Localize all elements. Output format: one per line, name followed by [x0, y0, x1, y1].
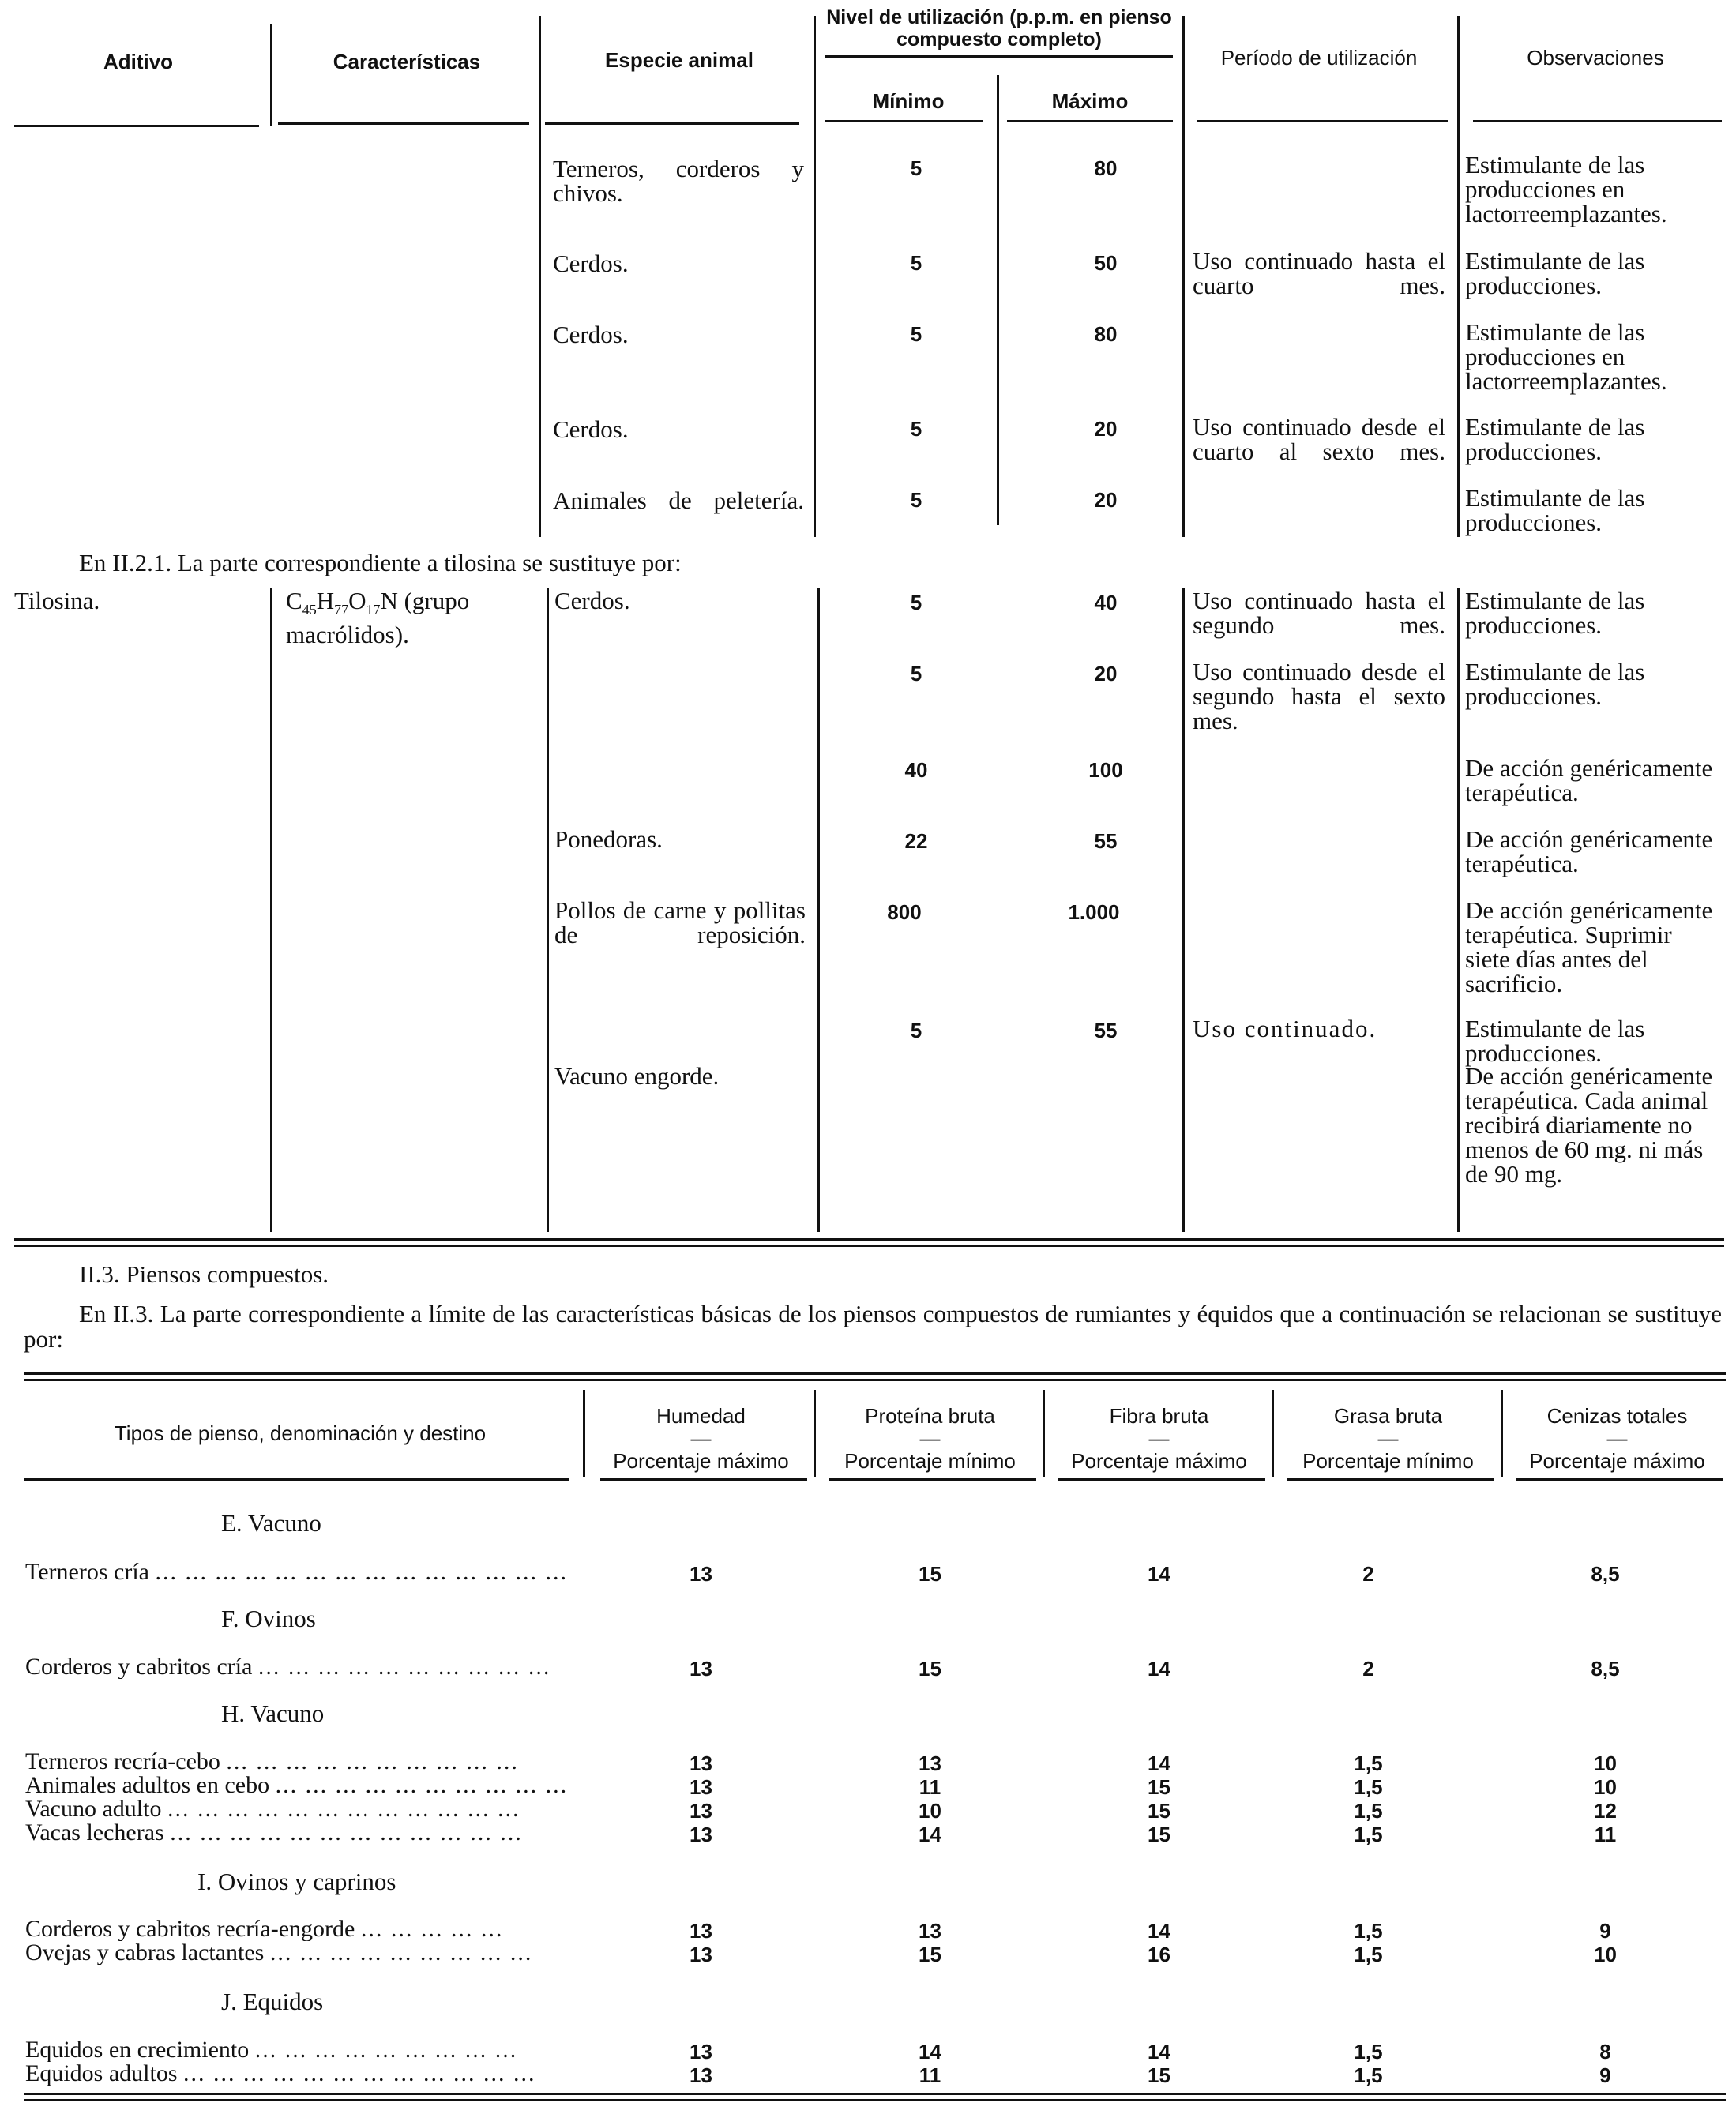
rule: [1272, 1390, 1274, 1477]
header-dash: —: [1606, 1426, 1628, 1450]
rule: [600, 1478, 807, 1481]
table2-especie: Ponedoras.: [554, 825, 663, 853]
header-pct-min: Porcentaje mínimo: [844, 1449, 1016, 1473]
table1-obs: Estimulante de las producciones en lactorreemplazantes.: [1465, 318, 1667, 395]
cell-cenizas: 8,5: [1591, 1562, 1620, 1586]
table-row-name: Ovejas y cabras lactantes ... ... ... ... ... ... ... ... ...: [25, 1940, 533, 1965]
header-tipos: Tipos de pienso, denominación y destino: [114, 1421, 487, 1445]
table-row-name: Terneros cría ... ... ... ... ... ... ... ... ... ... ... ... ... ...: [25, 1560, 568, 1584]
cell-fibra: 16: [1148, 1943, 1170, 1966]
table-row-name: Animales adultos en cebo ... ... ... ... ... ... ... ... ... ...: [25, 1773, 569, 1797]
header-maximo: Máximo: [1051, 89, 1129, 113]
cell-proteina: 14: [919, 2040, 941, 2063]
cell-proteina: 13: [919, 1919, 941, 1943]
table1-max: 20: [1094, 417, 1118, 441]
header-dash: —: [690, 1426, 712, 1450]
header-periodo: Período de utilización: [1220, 46, 1418, 69]
cell-proteina: 15: [919, 1943, 941, 1966]
table2-min: 40: [904, 758, 928, 782]
rule: [997, 75, 999, 525]
header-proteina: Proteína bruta: [865, 1404, 995, 1428]
intro-tilosina: En II.2.1. La parte correspondiente a tilosina se sustituye por:: [79, 549, 682, 576]
group-title: E. Vacuno: [221, 1509, 321, 1537]
table1-max: 80: [1094, 156, 1118, 180]
table2-obs: De acción genéricamente terapéutica.: [1465, 825, 1713, 877]
header-caracteristicas: Características: [333, 50, 481, 73]
group-title: H. Vacuno: [221, 1699, 325, 1727]
table1-max: 20: [1094, 488, 1118, 512]
cell-cenizas: 8,5: [1591, 1657, 1620, 1680]
rule: [545, 122, 799, 125]
table2-min: 800: [887, 900, 922, 924]
table-row-name: Corderos y cabritos cría ... ... ... ... ... ... ... ... ... ...: [25, 1654, 551, 1679]
cell-humedad: 13: [690, 1752, 712, 1775]
cell-cenizas: 9: [1599, 1919, 1611, 1943]
table2-especie: Cerdos.: [554, 587, 630, 614]
header-especie: Especie animal: [605, 48, 753, 72]
table2-max: 40: [1094, 591, 1118, 614]
cell-cenizas: 8: [1599, 2040, 1611, 2063]
header-grasa: Grasa bruta: [1333, 1404, 1443, 1428]
cell-cenizas: 12: [1594, 1799, 1617, 1823]
cell-fibra: 15: [1148, 1775, 1170, 1799]
tilosina-formula: $C_{45}H_{77}O_{17}N$ (grupo macrólidos).: [286, 587, 470, 649]
cell-humedad: 13: [690, 1943, 712, 1966]
table2-periodo: Uso continuado hasta el segundo mes.: [1193, 587, 1445, 639]
header-cenizas: Cenizas totales: [1546, 1404, 1688, 1428]
section-title: II.3. Piensos compuestos.: [79, 1260, 329, 1288]
group-title: F. Ovinos: [221, 1605, 316, 1632]
table2-min: 5: [910, 662, 922, 685]
header-fibra: Fibra bruta: [1109, 1404, 1209, 1428]
table1-min: 5: [910, 488, 922, 512]
rule: [1457, 16, 1460, 537]
cell-proteina: 11: [919, 2063, 941, 2087]
table2-max: 55: [1094, 829, 1118, 853]
table1-especie: Cerdos.: [553, 250, 629, 277]
header-pct-max: Porcentaje máximo: [1071, 1449, 1247, 1473]
cell-grasa: 1,5: [1354, 1823, 1383, 1846]
table1-periodo: Uso continuado desde el cuarto al sexto mes.: [1193, 413, 1445, 465]
table2-obs: Estimulante de las producciones.: [1465, 658, 1645, 710]
table1-especie: Cerdos.: [553, 415, 629, 443]
rule: [14, 125, 259, 127]
table-row-name: Equidos en crecimiento ... ... ... ... ... ... ... ... ...: [25, 2037, 518, 2062]
rule: [24, 2099, 1726, 2101]
cell-humedad: 13: [690, 2040, 712, 2063]
table1-obs: Estimulante de las producciones.: [1465, 247, 1645, 299]
cell-fibra: 15: [1148, 2063, 1170, 2087]
rule: [1473, 120, 1722, 122]
header-pct-max: Porcentaje máximo: [613, 1449, 789, 1473]
rule: [24, 1478, 569, 1481]
cell-fibra: 14: [1148, 1562, 1170, 1586]
table1-max: 50: [1094, 251, 1118, 275]
table-row-name: Corderos y cabritos recría-engorde ... ... ... ... ...: [25, 1917, 504, 1941]
cell-grasa: 2: [1362, 1657, 1374, 1680]
rule: [14, 1245, 1724, 1247]
table1-periodo: Uso continuado hasta el cuarto mes.: [1193, 247, 1445, 299]
cell-humedad: 13: [690, 1919, 712, 1943]
cell-humedad: 13: [690, 1775, 712, 1799]
cell-humedad: 13: [690, 1799, 712, 1823]
table1-min: 5: [910, 417, 922, 441]
rule: [1287, 1478, 1494, 1481]
group-title: I. Ovinos y caprinos: [197, 1868, 396, 1895]
table-row-name: Equidos adultos ... ... ... ... ... ... ... ... ... ... ... ...: [25, 2061, 536, 2086]
table2-min: 5: [910, 591, 922, 614]
table2-obs: De acción genéricamente terapéutica. Cada animal recibirá diariamente no menos de 60 mg. ni más de 90 mg.: [1465, 1062, 1713, 1188]
cell-cenizas: 10: [1594, 1752, 1617, 1775]
header-nivel: Nivel de utilización (p.p.m. en pienso compuesto completo): [826, 6, 1172, 51]
table2-especie: Vacuno engorde.: [554, 1062, 720, 1090]
cell-fibra: 15: [1148, 1823, 1170, 1846]
header-observaciones: Observaciones: [1527, 46, 1664, 69]
table1-min: 5: [910, 322, 922, 346]
cell-proteina: 13: [919, 1752, 941, 1775]
cell-humedad: 13: [690, 1657, 712, 1680]
cell-humedad: 13: [690, 1562, 712, 1586]
rule: [1457, 588, 1460, 1232]
tilosina-aditivo: Tilosina.: [14, 587, 100, 614]
rule: [1182, 16, 1185, 537]
table1-especie: Cerdos.: [553, 321, 629, 348]
rule: [270, 588, 272, 1232]
cell-grasa: 1,5: [1354, 2040, 1383, 2063]
table1-obs: Estimulante de las producciones.: [1465, 413, 1645, 465]
cell-cenizas: 10: [1594, 1775, 1617, 1799]
table1-min: 5: [910, 251, 922, 275]
table1-obs: Estimulante de las producciones en lactorreemplazantes.: [1465, 151, 1667, 227]
cell-grasa: 1,5: [1354, 1919, 1383, 1943]
rule: [1007, 120, 1173, 122]
rule: [814, 1390, 816, 1477]
table1-obs: Estimulante de las producciones.: [1465, 484, 1645, 536]
table2-especie: Pollos de carne y pollitas de reposición.: [554, 896, 806, 948]
cell-proteina: 10: [919, 1799, 941, 1823]
rule: [814, 16, 816, 537]
cell-grasa: 2: [1362, 1562, 1374, 1586]
rule: [24, 1372, 1726, 1375]
table1-especie: Terneros, corderos y chivos.: [553, 155, 804, 207]
cell-fibra: 14: [1148, 1752, 1170, 1775]
rule: [1058, 1478, 1265, 1481]
cell-grasa: 1,5: [1354, 1775, 1383, 1799]
table2-obs: Estimulante de las producciones.: [1465, 587, 1645, 639]
table2-periodo: Uso continuado.: [1193, 1015, 1377, 1042]
rule: [1043, 1390, 1045, 1477]
cell-fibra: 14: [1148, 1919, 1170, 1943]
table2-max: 1.000: [1068, 900, 1120, 924]
table2-periodo: Uso continuado desde el segundo hasta el sexto mes.: [1193, 658, 1445, 734]
cell-proteina: 11: [919, 1775, 941, 1799]
table1-especie: Animales de peletería.: [553, 486, 804, 514]
header-dash: —: [1148, 1426, 1170, 1450]
rule: [825, 55, 1173, 58]
rule: [270, 24, 272, 126]
cell-cenizas: 9: [1599, 2063, 1611, 2087]
rule: [24, 1379, 1726, 1381]
rule: [583, 1390, 585, 1477]
rule: [539, 16, 541, 537]
header-aditivo: Aditivo: [103, 50, 174, 73]
rule: [825, 120, 983, 122]
table2-max: 20: [1094, 662, 1118, 685]
table2-min: 22: [904, 829, 928, 853]
rule: [547, 588, 549, 1232]
cell-proteina: 15: [919, 1562, 941, 1586]
header-dash: —: [919, 1426, 941, 1450]
rule: [278, 122, 529, 125]
table2-min: 5: [910, 1019, 922, 1042]
group-title: J. Equidos: [221, 1988, 324, 2015]
cell-grasa: 1,5: [1354, 1799, 1383, 1823]
header-minimo: Mínimo: [872, 89, 945, 113]
header-pct-min: Porcentaje mínimo: [1302, 1449, 1474, 1473]
table-row-name: Vacuno adulto ... ... ... ... ... ... ... ... ... ... ... ...: [25, 1797, 520, 1821]
cell-proteina: 15: [919, 1657, 941, 1680]
cell-cenizas: 10: [1594, 1943, 1617, 1966]
rule: [24, 2093, 1726, 2095]
rule: [14, 1238, 1724, 1241]
table2-obs: De acción genéricamente terapéutica.: [1465, 754, 1713, 806]
cell-grasa: 1,5: [1354, 2063, 1383, 2087]
cell-fibra: 14: [1148, 2040, 1170, 2063]
cell-fibra: 14: [1148, 1657, 1170, 1680]
table2-obs: De acción genéricamente terapéutica. Suprimir siete días antes del sacrificio.: [1465, 896, 1713, 997]
cell-grasa: 1,5: [1354, 1752, 1383, 1775]
table1-max: 80: [1094, 322, 1118, 346]
table-row-name: Terneros recría-cebo ... ... ... ... ... ... ... ... ... ...: [25, 1749, 519, 1774]
header-pct-max: Porcentaje máximo: [1529, 1449, 1705, 1473]
cell-humedad: 13: [690, 1823, 712, 1846]
table-row-name: Vacas lecheras ... ... ... ... ... ... ... ... ... ... ... ...: [25, 1820, 523, 1845]
table2-max: 100: [1088, 758, 1123, 782]
cell-cenizas: 11: [1594, 1823, 1617, 1846]
header-dash: —: [1377, 1426, 1399, 1450]
table1-min: 5: [910, 156, 922, 180]
cell-fibra: 15: [1148, 1799, 1170, 1823]
table2-max: 55: [1094, 1019, 1118, 1042]
rule: [829, 1478, 1036, 1481]
rule: [1197, 120, 1448, 122]
rule: [1501, 1390, 1503, 1477]
cell-proteina: 14: [919, 1823, 941, 1846]
section-text: En II.3. La parte correspondiente a límite de las características básicas de los piensos compuestos de rumiantes y équidos que a continuación se relacionan se sustituye por:: [24, 1300, 1722, 1353]
header-humedad: Humedad: [656, 1404, 746, 1428]
rule: [1516, 1478, 1723, 1481]
cell-grasa: 1,5: [1354, 1943, 1383, 1966]
cell-humedad: 13: [690, 2063, 712, 2087]
table2-obs: Estimulante de las producciones.: [1465, 1015, 1645, 1067]
